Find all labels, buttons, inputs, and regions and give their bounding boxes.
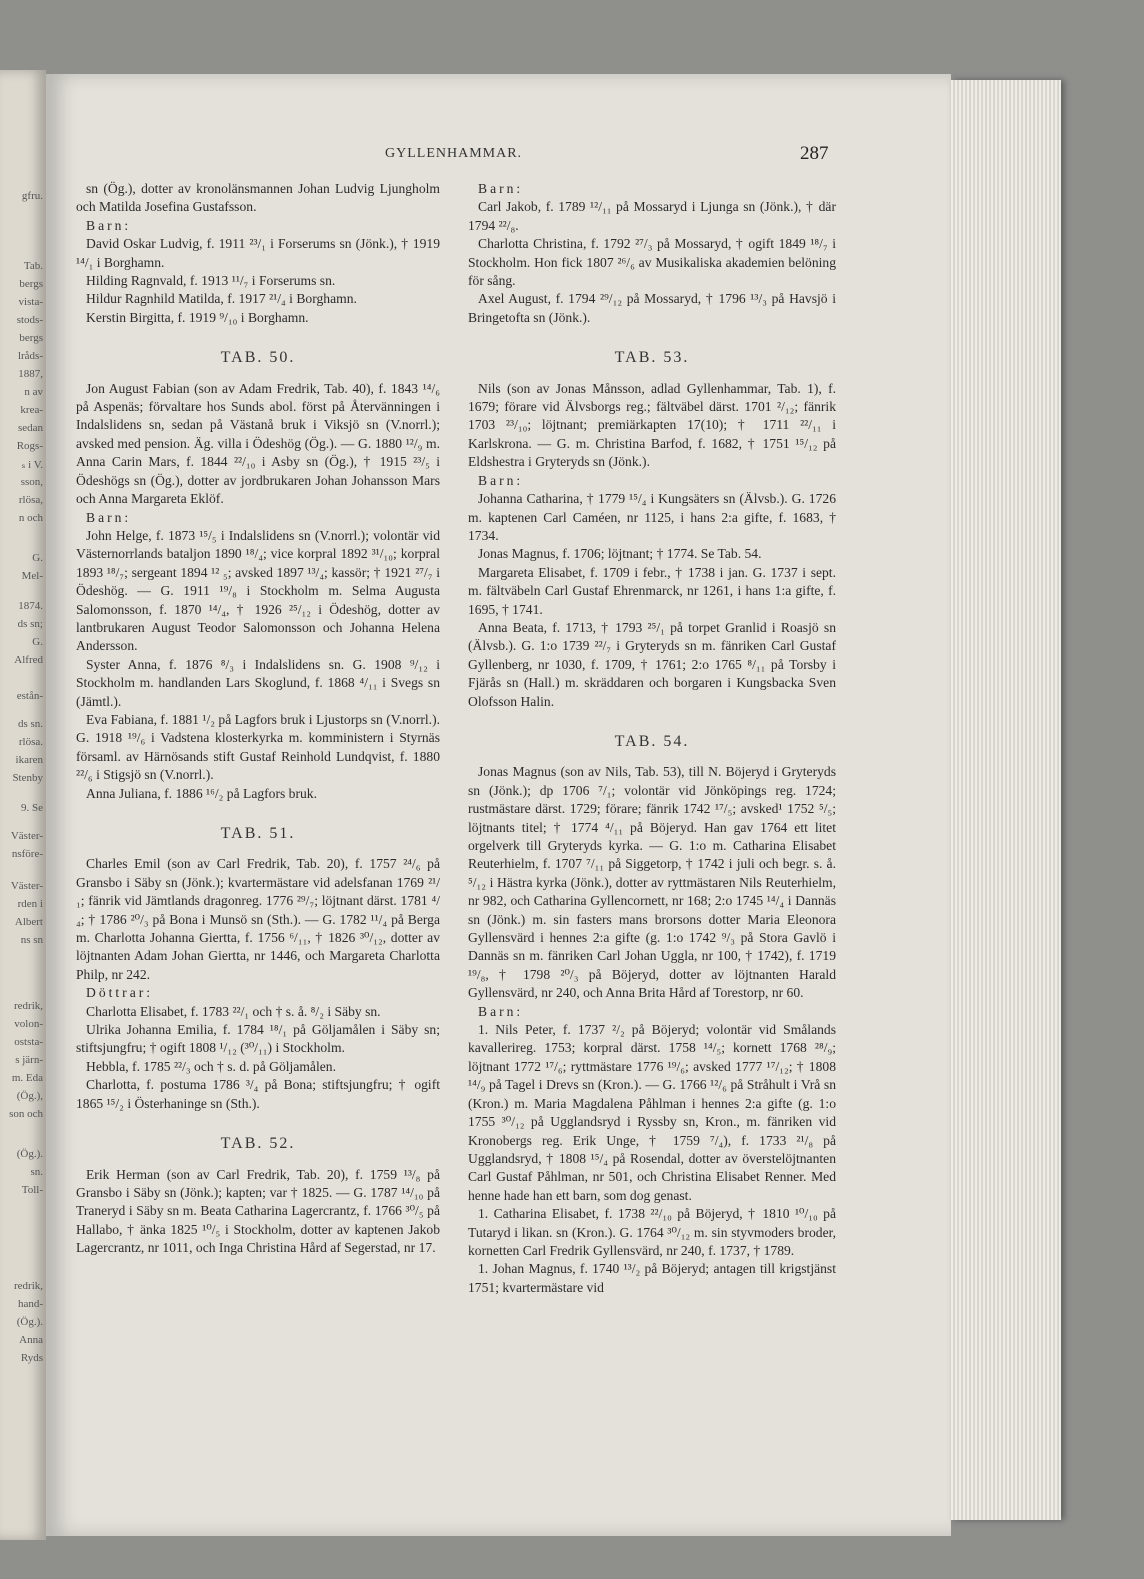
- section-heading: TAB. 51.: [220, 825, 296, 842]
- margin-text-fragment: redrik,: [13, 1000, 43, 1012]
- margin-text-fragment: bergs: [19, 332, 43, 344]
- page-number: 287: [800, 143, 829, 164]
- page-header-title: GYLLENHAMMAR.: [385, 146, 523, 161]
- child-entry: Eva Fabiana, f. 1881 ¹/₂ på Lagfors bruk i Ljustorps sn (V.norrl.). G. 1918 ¹⁹/₆ i Vadstena klosterkyrka m. komministern i Styrnäs församl. av Härnösands stift Gustaf Reinhold Lundqvist, f. 1880 ²²/₆ i Stigsjö sn (V.norrl.).: [76, 711, 440, 783]
- child-entry: Johanna Catharina, † 1779 ¹⁵/₄ i Kungsäters sn (Älvsb.). G. 1726 m. kaptenen Carl Caméen, nr 1125, i hans 2:a gifte, f. 1683, † 1734.: [468, 491, 836, 543]
- child-entry: 1. Johan Magnus, f. 1740 ¹³/₂ på Böjeryd; antagen till krigstjänst 1751; kvartermästare vid: [468, 1261, 836, 1295]
- child-entry: Hildur Ragnhild Matilda, f. 1917 ²¹/₄ i Borghamn.: [86, 291, 357, 307]
- margin-text-fragment: nsföre-: [11, 848, 43, 860]
- margin-text-fragment: Väster-: [10, 880, 43, 892]
- child-entry: John Helge, f. 1873 ¹⁵/₅ i Indalslidens sn (V.norrl.); volontär vid Västernorrlands bataljon 1890 ¹⁸/₄; vice korpral 1892 ³¹/₁₀; korpral 1893 ¹⁸/₇; sergeant 1894 ¹² ₅; avsked 1897 ¹³/₄; kassör; † 1921 ²⁷/₇ i Ödeshög. — G. 1911 ¹⁹/₈ i Stockholm m. Selma Augusta Salomonsson, f. 1870 ¹⁴/₄, † 1926 ²⁵/₁₂ i Ödeshög, dotter av lantbrukaren August Teodor Salomonsson och Johanna Helena Andersson.: [76, 527, 440, 654]
- margin-text-fragment: sedan: [17, 422, 43, 434]
- subsection-label: Barn:: [478, 181, 524, 196]
- margin-text-fragment: n och: [18, 512, 43, 524]
- left-page-edge: [0, 70, 46, 1540]
- margin-text-fragment: redrik,: [13, 1280, 43, 1292]
- child-entry: Margareta Elisabet, f. 1709 i febr., † 1738 i jan. G. 1737 i sept. m. fältväbeln Carl Gustaf Ehrenmarck, nr 1261, i hans 1:a gifte, f. 1695, † 1741.: [468, 564, 836, 617]
- margin-text-fragment: sn.: [30, 1166, 43, 1178]
- section-heading: TAB. 52.: [220, 1135, 296, 1153]
- child-entry: Carl Jakob, f. 1789 ¹²/₁₁ på Mossaryd i Ljunga sn (Jönk.), † där 1794 ²²/₈.: [468, 199, 836, 233]
- margin-text-fragment: (Ög.),: [16, 1090, 43, 1102]
- margin-text-fragment: G.: [32, 636, 43, 648]
- subsection-label: Barn:: [478, 472, 524, 488]
- margin-text-fragment: ds sn;: [17, 618, 43, 630]
- margin-text-fragment: volon-: [14, 1018, 43, 1030]
- margin-text-fragment: s järn-: [15, 1054, 43, 1066]
- child-entry: 1. Catharina Elisabet, f. 1738 ²²/₁₀ på Böjeryd, † 1810 ¹⁰/₁₀ på Tutaryd i likan. sn (Kron.). G. 1764 ³⁰/₁₂ m. sin styvmoders broder, kornetten Carl Fredrik Gyllensvärd, nr 240, f. 1737, † 1789.: [468, 1206, 836, 1258]
- margin-text-fragment: G.: [32, 552, 43, 564]
- right-column: [468, 180, 836, 1297]
- left-column: [76, 180, 440, 1258]
- child-entry: Axel August, f. 1794 ²⁹/₁₂ på Mossaryd, † 1796 ¹³/₃ på Havsjö i Bringetofta sn (Jönk.).: [468, 291, 836, 325]
- subsection-label: Barn:: [86, 509, 132, 525]
- margin-text-fragment: stods-: [16, 314, 43, 326]
- section-heading: TAB. 50.: [220, 349, 296, 367]
- subsection-label: Barn:: [86, 217, 132, 233]
- margin-text-fragment: Toll-: [21, 1184, 43, 1196]
- margin-text-fragment: Tab.: [23, 260, 43, 272]
- margin-text-fragment: hand-: [17, 1298, 43, 1310]
- margin-text-fragment: Stenby: [12, 772, 43, 784]
- margin-text-fragment: son och: [9, 1108, 43, 1120]
- child-entry: Ulrika Johanna Emilia, f. 1784 ¹⁸/₁ på Göljamålen i Säby sn; stiftsjungfru; † ogift 1808 ¹/₁₂ (³⁰/₁₁) i Stockholm.: [76, 1022, 440, 1056]
- entry-paragraph: Jonas Magnus (son av Nils, Tab. 53), till N. Böjeryd i Gryteryds sn (Jönk.); dp 1706 ⁷/₁; volontär vid Jönköpings reg. 1724; rustmästare därst. 1729; förare; fänrik 1742 ¹⁷/₅; avsked¹ 1752 ⁵/₅; löjtnants titel; † 1774 ⁴/₁₁ på Böjeryd. Han gav 1764 ett litet orgelverk till Gryteryds kyrka. — G. 1:o m. Catharina Elisabet Reuterhielm, f. 1707 ⁷/₁₁ på Siggetorp, † 1742 i juli och begr. s. å. ⁵/₁₂ i Hästra kyrka (Jönk.), dotter av ryttmästaren Nils Reuterhielm, nr 982, och Catharina Gyllencornett, nr 168; 2:o 1745 ¹⁴/₄ i Dannäs sn (Jönk.) m. sin fasters mans brorsons dotter Maria Eleonora Gyllensvärd i hennes 2:a gifte (g. 1:o 1742 ⁹/₃ på Stora Gavlö i Dannäs sn m. fänriken Carl Johan Uggla, nr 100, † 1742), f. 1719 ¹⁹/₈, † 1798 ²⁰/₃ på Böjeryd, dotter av löjtnanten Harald Gyllensvärd, nr 240, och Anna Brita Hård af Torestorp, nr 60.: [468, 764, 836, 1001]
- margin-text-fragment: ds sn.: [17, 718, 43, 730]
- child-entry: Anna Juliana, f. 1886 ¹⁶/₂ på Lagfors bruk.: [86, 785, 318, 801]
- margin-text-fragment: rlösa,: [18, 494, 43, 506]
- entry-paragraph: sn (Ög.), dotter av kronolänsmannen Johan Ludvig Ljungholm och Matilda Josefina Gustafsson.: [76, 181, 440, 215]
- margin-text-fragment: rden i: [17, 898, 43, 910]
- child-entry: David Oskar Ludvig, f. 1911 ²³/₁ i Forserums sn (Jönk.), † 1919 ¹⁴/₁ i Borghamn.: [76, 236, 440, 270]
- margin-text-fragment: sson,: [20, 476, 43, 488]
- margin-text-fragment: Ryds: [20, 1352, 43, 1364]
- child-entry: Jonas Magnus, f. 1706; löjtnant; † 1774. Se Tab. 54.: [478, 546, 762, 562]
- child-entry: Hilding Ragnvald, f. 1913 ¹¹/₇ i Forserums sn.: [86, 273, 336, 289]
- child-entry: Anna Beata, f. 1713, † 1793 ²⁵/₁ på torpet Granlid i Roasjö sn (Älvsb.). G. 1:o 1739 ²²/₇ i Gryteryds sn m. fänriken Carl Gustaf Gyllenberg, nr 1030, f. 1709, † 1761; 2:o 1765 ⁸/₁₁ på Torsby i Fjärås sn (Hall.) m. skräddaren och borgaren i Kungsbacka Sven Olofsson Halin.: [468, 619, 836, 709]
- margin-text-fragment: gfru.: [21, 190, 43, 202]
- margin-text-fragment: Alfred: [14, 654, 43, 666]
- margin-text-fragment: n av: [24, 386, 43, 398]
- child-entry: Charlotta Christina, f. 1792 ²⁷/₃ på Mossaryd, † ogift 1849 ¹⁸/₇ i Stockholm. Hon fick 1807 ²⁶/₆ av Musikaliska akademien belöning för sång.: [468, 236, 836, 289]
- child-entry: Charlotta Elisabet, f. 1783 ²²/₁ och † s. å. ⁸/₂ i Säby sn.: [86, 1003, 381, 1019]
- margin-text-fragment: Albert: [14, 916, 43, 928]
- margin-text-fragment: 1874.: [18, 600, 43, 612]
- margin-text-fragment: ikaren: [15, 754, 43, 766]
- margin-text-fragment: bergs: [19, 278, 43, 290]
- margin-text-fragment: krea-: [20, 404, 43, 416]
- child-entry: Hebbla, f. 1785 ²²/₃ och † s. d. på Göljamålen.: [86, 1058, 336, 1074]
- entry-paragraph: Jon August Fabian (son av Adam Fredrik, Tab. 40), f. 1843 ¹⁴/₆ på Aspenäs; förvaltare hos Sunds abol. först på Återvänningen i Indalslidens sn, sedan på Västanå bruk i Viksjö sn (V.norrl.); avsked med pension. Äg. villa i Ödeshög (Ög.). — G. 1880 ¹²/₉ m. Anna Carin Mars, f. 1844 ²²/₁₀ i Asby sn (Ög.), † 1915 ²³/₅ i Ödeshögs sn (Ög.), dotter av jordbrukaren Johan Johansson Mars och Anna Margareta Eklöf.: [76, 380, 440, 507]
- margin-text-fragment: (Ög.).: [16, 1148, 43, 1160]
- section-heading: TAB. 54.: [614, 732, 690, 750]
- child-entry: Syster Anna, f. 1876 ⁸/₃ i Indalslidens sn. G. 1908 ⁹/₁₂ i Stockholm m. handlanden Lars Skoglund, f. 1868 ⁴/₁₁ i Svegs sn (Jämtl.).: [76, 656, 440, 709]
- margin-text-fragment: Mel-: [21, 570, 43, 582]
- margin-text-fragment: vista-: [18, 296, 43, 308]
- margin-text-fragment: 9. Se: [21, 802, 43, 814]
- child-entry: Kerstin Birgitta, f. 1919 ⁹/₁₀ i Borghamn.: [86, 309, 309, 325]
- child-entry: 1. Nils Peter, f. 1737 ²/₂ på Böjeryd; volontär vid Smålands kavallerireg. 1753; korpral därst. 1758 ¹⁴/₅; kornett 1768 ²⁸/₉; löjtnant 1772 ¹⁷/₆; ryttmästare 1776 ¹⁹/₆; avsked 1777 ¹⁷/₁₂; † 1808 ¹⁴/₉ på Tagel i Drevs sn (Kron.). — G. 1766 ¹²/₆ på Stråhult i Vrå sn (Kron.) m. Maria Magdalena Påhlman i hennes 2:a gifte (g. 1:o 1755 ³⁰/₁₂ på Ugglandsryd i Ryssby sn, Kron., m. fänriken vid Kronobergs reg. Erik Unge, † 1759 ⁷/₄), f. 1733 ²¹/₈ på Ugglandsryd, † 1808 ¹⁵/₄ på Rosendal, dotter av överstelöjtnanten Carl Gustaf Påhlman, nr 501, och Christina Elisabet Renner. Med henne hade han ett barn, som dog genast.: [468, 1022, 836, 1203]
- margin-text-fragment: ₛ i V.: [21, 459, 43, 471]
- entry-paragraph: Erik Herman (son av Carl Fredrik, Tab. 20), f. 1759 ¹³/₈ på Gransbo i Säby sn (Jönk.); kapten; var † 1825. — G. 1787 ¹⁴/₁₀ på Traneryd i Säby sn m. Beata Catharina Lagercrantz, f. 1766 ³⁰/₅ på Hallabo, † änka 1825 ¹⁰/₅ i Stockholm, dotter av kaptenen Jakob Lagercrantz, nr 1011, och Inga Christina Hård af Segerstad, nr 17.: [76, 1166, 440, 1256]
- margin-text-fragment: (Ög.).: [16, 1316, 43, 1328]
- margin-text-fragment: lråds-: [17, 350, 43, 362]
- margin-text-fragment: Anna: [19, 1334, 43, 1346]
- margin-text-fragment: rlösa.: [18, 736, 43, 748]
- margin-text-fragment: 1887,: [18, 368, 43, 380]
- margin-text-fragment: Väster-: [10, 830, 43, 842]
- child-entry: Charlotta, f. postuma 1786 ³/₄ på Bona; stiftsjungfru; † ogift 1865 ¹⁵/₂ i Österhaninge sn (Sth.).: [76, 1077, 440, 1111]
- section-heading: TAB. 53.: [614, 349, 690, 367]
- margin-text-fragment: Rogs-: [16, 440, 43, 452]
- entry-paragraph: Nils (son av Jonas Månsson, adlad Gyllenhammar, Tab. 1), f. 1679; förare vid Älvsborgs reg.; fältväbel därst. 1701 ²/₁₂; fänrik 1703 ²³/₁₀; löjtnant; premiärkapten 17(10); † 1711 ²²/₁₁ i Karlskrona. — G. m. Christina Barfod, f. 1682, † 1751 ¹⁵/₁₂ på Eldshestra i Gryteryds sn (Jönk.).: [468, 380, 836, 470]
- margin-text-fragment: m. Eda: [11, 1072, 43, 1084]
- margin-text-fragment: oststa-: [14, 1036, 43, 1048]
- page-stack-edge: [951, 80, 1061, 1520]
- margin-text-fragment: estån-: [16, 690, 43, 702]
- margin-text-fragment: ns sn: [20, 934, 43, 946]
- entry-paragraph: Charles Emil (son av Carl Fredrik, Tab. 20), f. 1757 ²⁴/₆ på Gransbo i Säby sn (Jönk.); kvartermästare vid adelsfanan 1769 ²¹/₁; fänrik vid Jämtlands dragonreg. 1776 ²⁹/₇; löjtnant därst. 1781 ⁴/₄; † 1786 ²⁰/₃ på Bona i Munsö sn (Sth.). — G. 1782 ¹¹/₄ på Berga m. Charlotta Johanna Giertta, f. 1756 ⁶/₁₁, † 1826 ³⁰/₁₂, dotter av löjtnanten Adam Johan Giertta, nr 1446, och Margareta Charlotta Philp, nr 242.: [76, 856, 440, 982]
- subsection-label: Barn:: [478, 1003, 524, 1019]
- subsection-label: Döttrar:: [86, 985, 154, 1001]
